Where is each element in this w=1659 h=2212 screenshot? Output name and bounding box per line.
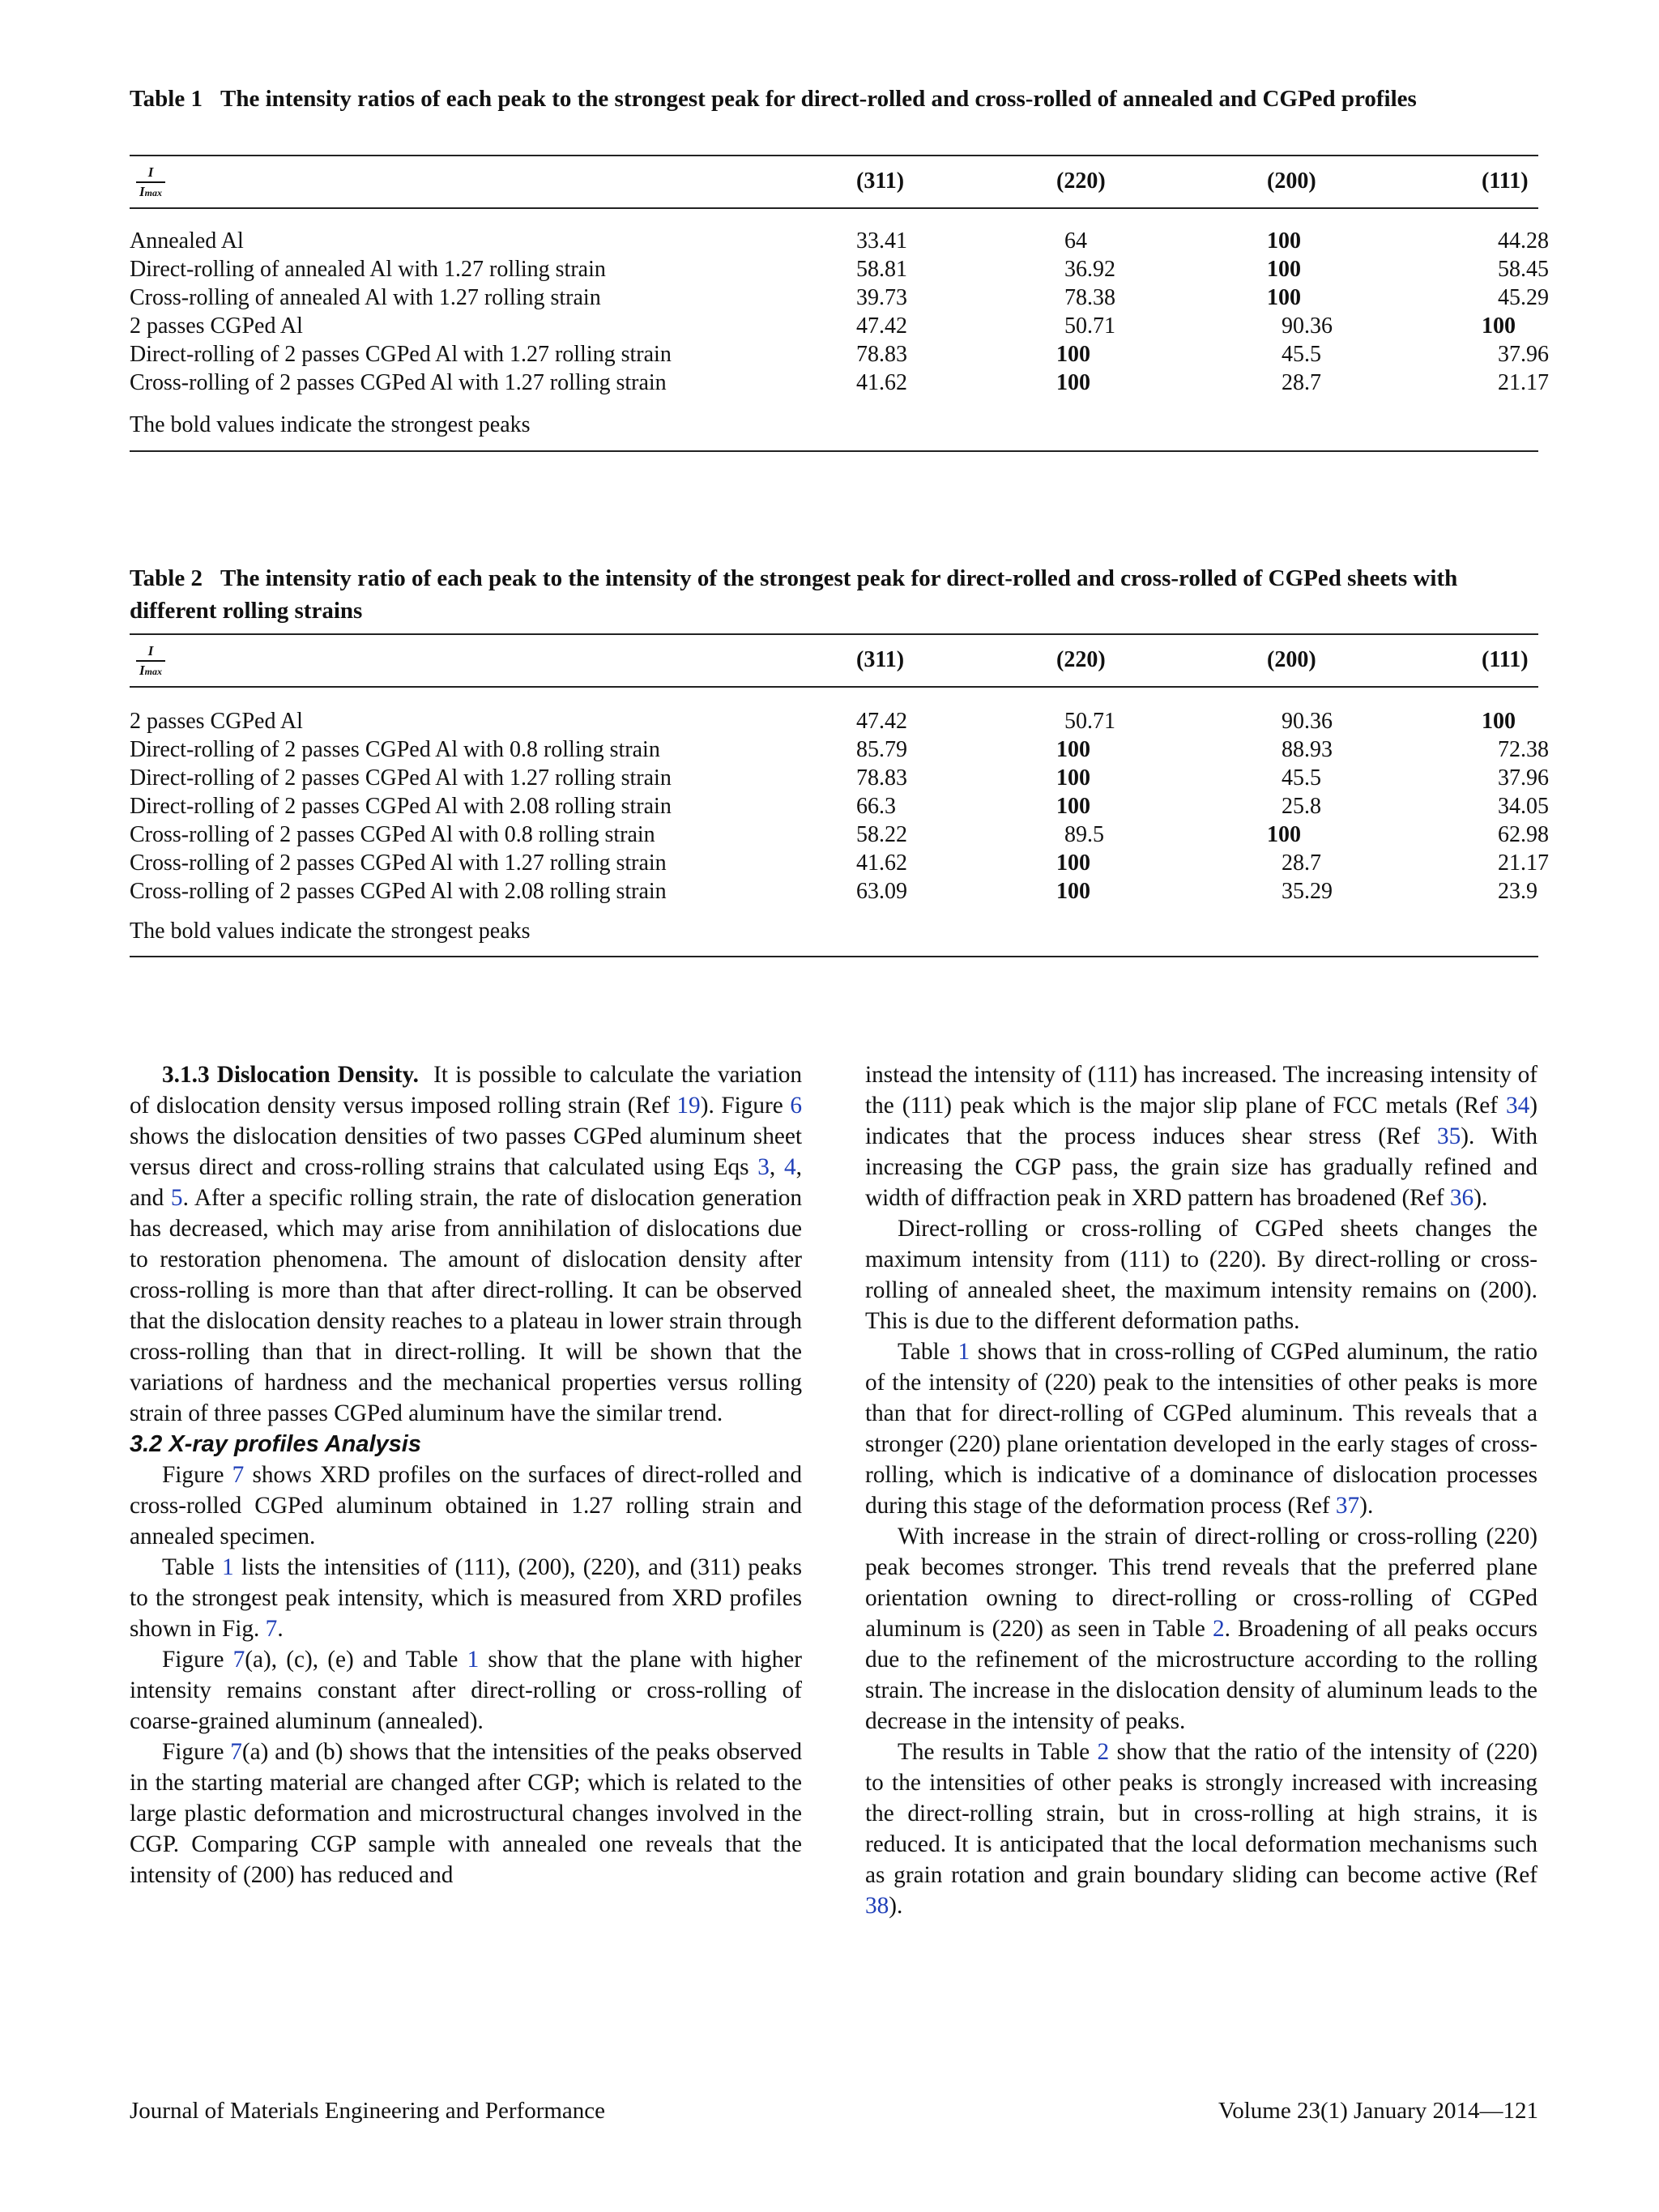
table-row <box>130 793 1549 820</box>
text-run: instead the intensity of (111) has increased. The increasing intensity of the (111) peak which is the major slip plane of FCC metals (Ref <box>865 1062 1537 1119</box>
table2-header-rule <box>130 686 1538 688</box>
table-cell: 100 <box>1482 313 1516 339</box>
table-cell: 58.81 <box>856 257 907 282</box>
reference-link[interactable]: 35 <box>1437 1123 1461 1149</box>
reference-link[interactable]: 19 <box>676 1093 701 1119</box>
table-cell: 36.92 <box>1064 257 1115 282</box>
table1-col-220: (220) <box>1056 168 1106 194</box>
text-run: Table <box>162 1554 223 1580</box>
footer-journal: Journal of Materials Engineering and Performance <box>130 2098 606 2124</box>
text-run: lists the intensities of (111), (200), (220), and (311) peaks to the strongest peak intensity, which is measured from XRD profiles shown in Fig. <box>130 1554 802 1642</box>
table-cell: 23.9 <box>1498 879 1537 904</box>
table-cell: 45.5 <box>1282 765 1321 791</box>
table-cell: 50.71 <box>1064 709 1115 734</box>
table-row <box>130 228 1549 255</box>
table1-caption-text: The intensity ratios of each peak to the strongest peak for direct-rolled and cross-rolled of annealed and CGPed profiles <box>220 86 1417 112</box>
paragraph-dislocation-density <box>130 1059 802 1429</box>
table-cell: 100 <box>1267 257 1301 282</box>
text-run: shows the dislocation densities of two passes CGPed aluminum sheet versus direct and cross-rolling strains that calculated using Eqs <box>130 1123 802 1180</box>
text-run: It is possible to calculate the variation of dislocation density versus imposed rolling strain (Ref <box>130 1062 802 1119</box>
row-label: Cross-rolling of annealed Al with 1.27 rolling strain <box>130 285 601 310</box>
table-row <box>130 341 1549 369</box>
table1-number: Table 1 <box>130 86 203 112</box>
text-run: Direct-rolling or cross-rolling of CGPed sheets changes the maximum intensity from (111) to (220). By direct-rolling or cross-rolling of annealed sheet, the maximum intensity remains on (200). This is due to the different deformation paths. <box>865 1216 1537 1334</box>
reference-link[interactable]: 7 <box>265 1616 278 1642</box>
reference-link[interactable]: 34 <box>1505 1093 1530 1119</box>
text-run: show that the plane with higher intensity remains constant after direct-rolling or cross-rolling of coarse-grained aluminum (annealed). <box>130 1647 802 1734</box>
row-label: Direct-rolling of 2 passes CGPed Al with 2.08 rolling strain <box>130 794 672 819</box>
row-label: Cross-rolling of 2 passes CGPed Al with 1.27 rolling strain <box>130 850 667 876</box>
row-label: Direct-rolling of 2 passes CGPed Al with 0.8 rolling strain <box>130 737 660 762</box>
table-cell: 72.38 <box>1498 737 1549 762</box>
table-cell: 66.3 <box>856 794 896 819</box>
text-run: With increase in the strain of direct-rolling or cross-rolling (220) peak becomes stronger. This trend reveals that the preferred plane orientation owning to direct-rolling or cross-rolling of CGPed aluminum is (220) as seen in Table <box>865 1524 1537 1642</box>
table-row <box>130 850 1549 877</box>
reference-link[interactable]: 1 <box>222 1554 234 1580</box>
table-cell: 50.71 <box>1064 313 1115 339</box>
paragraph <box>130 1737 802 1890</box>
table-cell: 58.45 <box>1498 257 1549 282</box>
text-run: Table <box>898 1339 958 1365</box>
table-cell: 78.83 <box>856 342 907 367</box>
paragraph <box>865 1521 1537 1737</box>
subsection-title: 3.1.3 Dislocation Density. <box>162 1062 419 1088</box>
table-row <box>130 765 1549 792</box>
table-cell: 45.5 <box>1282 342 1321 367</box>
reference-link[interactable]: 7 <box>232 1647 245 1673</box>
table-row <box>130 821 1549 849</box>
text-run: Figure <box>162 1647 233 1673</box>
table2-col-111: (111) <box>1482 647 1529 672</box>
text-run: show that the ratio of the intensity of (220) to the intensities of other peaks is strongly increased with increasing the direct-rolling strain, but in cross-rolling at high strains, it is reduced. It is anticipated that the local deformation mechanisms such as grain rotation and grain boundary sliding can become active (Ref <box>865 1739 1537 1888</box>
table-cell: 78.83 <box>856 765 907 791</box>
table-cell: 89.5 <box>1064 822 1104 847</box>
table-row <box>130 313 1538 340</box>
paragraph <box>130 1644 802 1737</box>
text-run: (a), (c), (e) and Table <box>245 1647 467 1673</box>
reference-link[interactable]: 7 <box>232 1462 245 1488</box>
text-run: shows XRD profiles on the surfaces of direct-rolled and cross-rolled CGPed aluminum obtained in 1.27 rolling strain and annealed specimen. <box>130 1462 802 1549</box>
table-cell: 62.98 <box>1498 822 1549 847</box>
table-cell: 90.36 <box>1282 313 1333 339</box>
reference-link[interactable]: 4 <box>784 1154 796 1180</box>
paragraph <box>865 1336 1537 1521</box>
table-cell: 47.42 <box>856 313 907 339</box>
section-title: 3.2 X-ray profiles Analysis <box>130 1431 421 1457</box>
table1-note: The bold values indicate the strongest peaks <box>130 412 531 437</box>
table-cell: 88.93 <box>1282 737 1333 762</box>
table2-note: The bold values indicate the strongest peaks <box>130 918 531 944</box>
text-run: Figure <box>162 1739 231 1765</box>
reference-link[interactable]: 1 <box>957 1339 970 1365</box>
reference-link[interactable]: 5 <box>170 1185 183 1211</box>
table1-caption <box>130 83 1539 115</box>
table2-col-220: (220) <box>1056 647 1106 672</box>
table2-top-rule <box>130 633 1538 635</box>
table-cell: 25.8 <box>1282 794 1321 819</box>
reference-link[interactable]: 6 <box>790 1093 803 1119</box>
table-cell: 44.28 <box>1498 228 1549 254</box>
table1-header <box>130 159 1538 207</box>
table-cell: 100 <box>1056 370 1090 395</box>
table-row <box>130 878 1538 906</box>
table-row <box>130 369 1549 397</box>
table-cell: 41.62 <box>856 370 907 395</box>
table-cell: 41.62 <box>856 850 907 876</box>
table-cell: 100 <box>1267 228 1301 254</box>
row-label: Direct-rolling of annealed Al with 1.27 rolling strain <box>130 257 606 282</box>
text-run: . <box>277 1616 284 1642</box>
table-row <box>130 736 1549 764</box>
reference-link[interactable]: 2 <box>1097 1739 1110 1765</box>
row-label: 2 passes CGPed Al <box>130 709 303 734</box>
text-run: ). Figure <box>700 1093 791 1119</box>
reference-link[interactable]: 7 <box>230 1739 242 1765</box>
table-row <box>130 256 1549 283</box>
row-label: Cross-rolling of 2 passes CGPed Al with 0.8 rolling strain <box>130 822 655 847</box>
table1-top-rule <box>130 155 1538 156</box>
table1-col-200: (200) <box>1267 168 1316 194</box>
text-run: (a) and (b) shows that the intensities of the peaks observed in the starting material are changed after CGP; which is related to the large plastic deformation and microstructural changes involved in the CGP. Comparing CGP sample with annealed one reveals that the intensity of (200) has reduced and <box>130 1739 802 1888</box>
table2-ratio-symbol: I Imax <box>136 644 165 679</box>
row-label: Direct-rolling of 2 passes CGPed Al with 1.27 rolling strain <box>130 765 672 791</box>
row-label: Annealed Al <box>130 228 244 254</box>
table-cell: 100 <box>1267 822 1301 847</box>
table2-caption <box>130 562 1539 627</box>
table-cell: 78.38 <box>1064 285 1115 310</box>
text-run: ). With increasing the CGP pass, the grain size has gradually refined and width of diffraction peak in XRD pattern has broadened (Ref <box>865 1123 1537 1211</box>
left-text-column <box>130 1059 802 1890</box>
paragraph <box>130 1460 802 1552</box>
table-cell: 45.29 <box>1498 285 1549 310</box>
text-run: . After a specific rolling strain, the rate of dislocation generation has decreased, which may arise from annihilation of dislocations due to restoration phenomena. The amount of dislocation density after cross-rolling is more than that after direct-rolling. It can be observed that the dislocation density reaches to a plateau in lower strain through cross-rolling than that in direct-rolling. It will be shown that the variations of hardness and the mechanical properties versus rolling strain of three passes CGPed aluminum have the similar trend. <box>130 1185 802 1426</box>
table-cell: 21.17 <box>1498 850 1549 876</box>
row-label: Cross-rolling of 2 passes CGPed Al with 2.08 rolling strain <box>130 879 667 904</box>
table-cell: 64 <box>1064 228 1087 254</box>
table-cell: 37.96 <box>1498 765 1549 791</box>
table-row <box>130 284 1549 312</box>
table2-header <box>130 637 1538 686</box>
table-cell: 100 <box>1482 709 1516 734</box>
table-cell: 28.7 <box>1282 850 1321 876</box>
text-run: ). <box>1359 1493 1374 1519</box>
row-label: 2 passes CGPed Al <box>130 313 303 339</box>
table-cell: 100 <box>1056 765 1090 791</box>
table-cell: 100 <box>1056 794 1090 819</box>
reference-link[interactable]: 2 <box>1212 1616 1225 1642</box>
reference-link[interactable]: 3 <box>757 1154 770 1180</box>
table-cell: 100 <box>1056 879 1090 904</box>
table2-col-200: (200) <box>1267 647 1316 672</box>
text-run: ). <box>1473 1185 1488 1211</box>
table-cell: 34.05 <box>1498 794 1549 819</box>
table-cell: 63.09 <box>856 879 907 904</box>
paragraph <box>865 1213 1537 1336</box>
paragraph <box>865 1737 1537 1921</box>
table-cell: 28.7 <box>1282 370 1321 395</box>
table-cell: 100 <box>1056 850 1090 876</box>
reference-link[interactable]: 36 <box>1449 1185 1474 1211</box>
table-cell: 39.73 <box>856 285 907 310</box>
reference-link[interactable]: 38 <box>865 1893 889 1919</box>
table-cell: 100 <box>1056 342 1090 367</box>
text-run: ) indicates that the process induces shear stress (Ref <box>865 1093 1537 1149</box>
table2-bottom-rule <box>130 956 1538 957</box>
row-label: Cross-rolling of 2 passes CGPed Al with 1.27 rolling strain <box>130 370 667 395</box>
table1-col-111: (111) <box>1482 168 1529 194</box>
table-cell: 100 <box>1267 285 1301 310</box>
text-run: shows that in cross-rolling of CGPed aluminum, the ratio of the intensity of (220) peak to the intensities of other peaks is more than that for direct-rolling of CGPed aluminum. This reveals that a stronger (220) plane orientation developed in the early stages of cross-rolling, which is indicative of a dominance of dislocation processes during this stage of the deformation process (Ref <box>865 1339 1537 1519</box>
right-text-column <box>865 1059 1537 1921</box>
text-run: ). <box>889 1893 903 1919</box>
table-cell: 85.79 <box>856 737 907 762</box>
table1-bottom-rule <box>130 450 1538 452</box>
footer-volume-page: Volume 23(1) January 2014—121 <box>1218 2098 1538 2124</box>
text-run: , <box>769 1154 784 1180</box>
table1-col-311: (311) <box>856 168 905 194</box>
text-run: Figure <box>162 1462 232 1488</box>
table-row <box>130 708 1538 735</box>
table2-caption-text: The intensity ratio of each peak to the intensity of the strongest peak for direct-rolled and cross-rolled of CGPed sheets with different rolling strains <box>130 565 1458 624</box>
row-label: Direct-rolling of 2 passes CGPed Al with 1.27 rolling strain <box>130 342 672 367</box>
table1-ratio-symbol: I Imax <box>136 165 165 200</box>
table2-col-311: (311) <box>856 647 905 672</box>
paragraph <box>130 1552 802 1644</box>
table2-number: Table 2 <box>130 565 203 591</box>
paragraph <box>865 1059 1537 1213</box>
text-run: The results in Table <box>898 1739 1098 1765</box>
table-cell: 35.29 <box>1282 879 1333 904</box>
table-cell: 37.96 <box>1498 342 1549 367</box>
text-run: , and <box>130 1154 802 1211</box>
table-cell: 58.22 <box>856 822 907 847</box>
table-cell: 33.41 <box>856 228 907 254</box>
table-cell: 47.42 <box>856 709 907 734</box>
text-run: . Broadening of all peaks occurs due to the refinement of the microstructure according to the rolling strain. The increase in the dislocation density of aluminum leads to the decrease in the intensity of peaks. <box>865 1616 1538 1734</box>
table-cell: 100 <box>1056 737 1090 762</box>
table-cell: 90.36 <box>1282 709 1333 734</box>
table-cell: 21.17 <box>1498 370 1549 395</box>
table1-header-rule <box>130 207 1538 209</box>
reference-link[interactable]: 37 <box>1335 1493 1360 1519</box>
reference-link[interactable]: 1 <box>467 1647 480 1673</box>
